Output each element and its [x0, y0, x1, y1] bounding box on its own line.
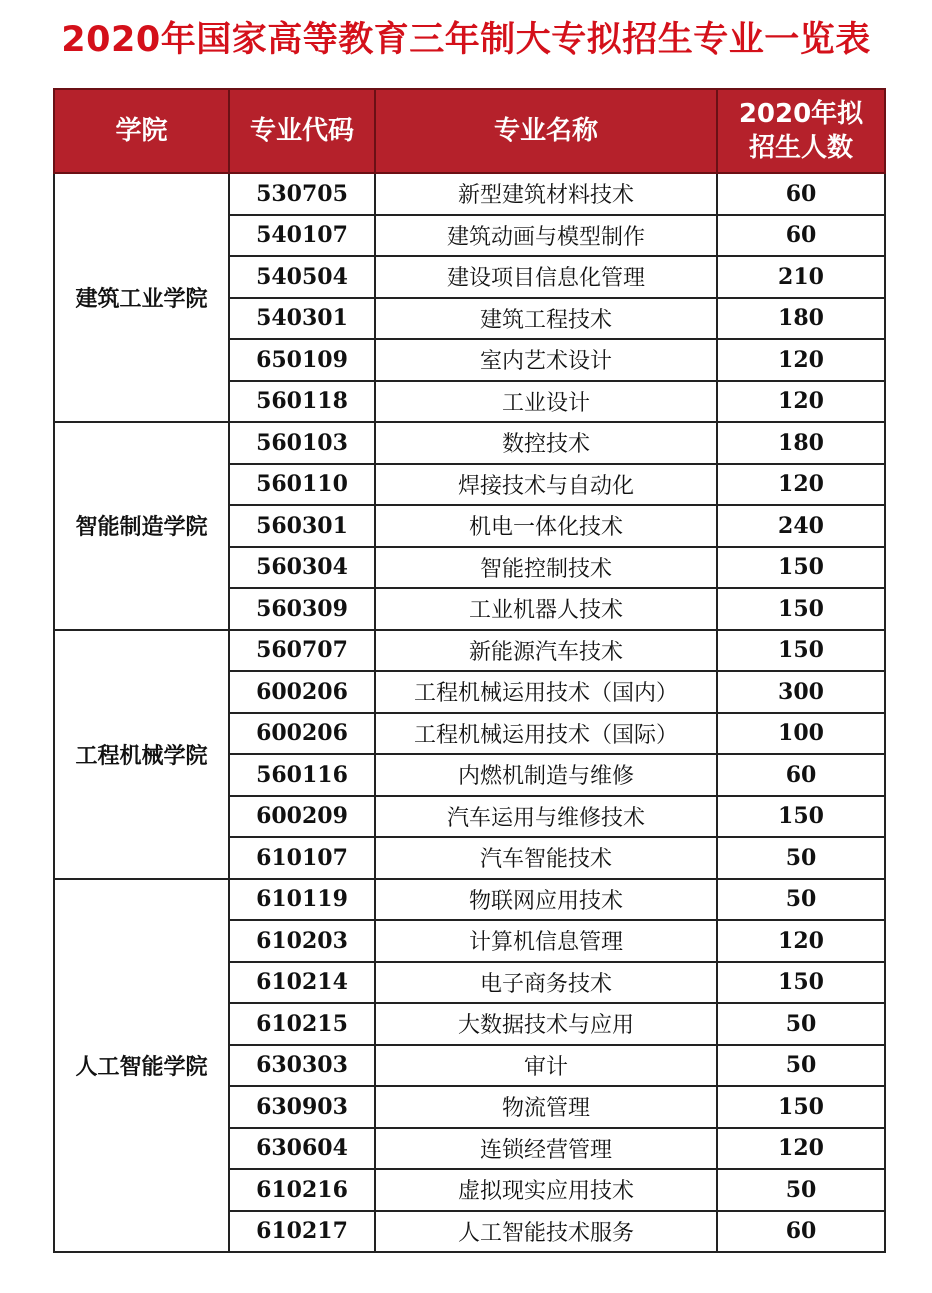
- major-name: 智能控制技术: [375, 547, 717, 589]
- header-quota: [717, 89, 885, 173]
- major-code: 630604: [229, 1128, 375, 1170]
- major-name: 虚拟现实应用技术: [375, 1169, 717, 1211]
- enrollment-quota: 50: [717, 1169, 885, 1211]
- enrollment-quota: 60: [717, 173, 885, 215]
- major-code: 610216: [229, 1169, 375, 1211]
- major-name: 汽车智能技术: [375, 837, 717, 879]
- table-row: [54, 173, 885, 215]
- major-code: 540504: [229, 256, 375, 298]
- header-code: 专业代码: [229, 89, 375, 173]
- enrollment-quota: 180: [717, 422, 885, 464]
- enrollment-quota: 210: [717, 256, 885, 298]
- enrollment-quota: 120: [717, 339, 885, 381]
- major-code: 600206: [229, 671, 375, 713]
- major-code: 560309: [229, 588, 375, 630]
- major-code: 560118: [229, 381, 375, 423]
- major-code: 630303: [229, 1045, 375, 1087]
- major-name: 建筑动画与模型制作: [375, 215, 717, 257]
- major-code: 530705: [229, 173, 375, 215]
- major-code: 560304: [229, 547, 375, 589]
- enrollment-quota: 180: [717, 298, 885, 340]
- table-header: [54, 89, 885, 173]
- major-code: 560116: [229, 754, 375, 796]
- enrollment-quota: 150: [717, 588, 885, 630]
- header-quota-line2: 招生人数: [748, 133, 853, 163]
- major-name: 连锁经营管理: [375, 1128, 717, 1170]
- header-quota-line1: 2020年拟: [738, 99, 864, 129]
- major-name: 新型建筑材料技术: [375, 173, 717, 215]
- major-code: 600206: [229, 713, 375, 755]
- major-name: 工业机器人技术: [375, 588, 717, 630]
- major-name: 数控技术: [375, 422, 717, 464]
- table-row: [54, 879, 885, 921]
- major-code: 610214: [229, 962, 375, 1004]
- table-row: [54, 422, 885, 464]
- major-code: 540107: [229, 215, 375, 257]
- major-name: 大数据技术与应用: [375, 1003, 717, 1045]
- enrollment-quota: 150: [717, 1086, 885, 1128]
- major-name: 建设项目信息化管理: [375, 256, 717, 298]
- major-name: 人工智能技术服务: [375, 1211, 717, 1253]
- header-college: 学院: [54, 89, 229, 173]
- major-code: 600209: [229, 796, 375, 838]
- major-name: 计算机信息管理: [375, 920, 717, 962]
- major-code: 610215: [229, 1003, 375, 1045]
- major-code: 610203: [229, 920, 375, 962]
- major-name: 内燃机制造与维修: [375, 754, 717, 796]
- major-code: 560103: [229, 422, 375, 464]
- major-code: 560301: [229, 505, 375, 547]
- enrollment-table: [53, 88, 886, 1253]
- major-code: 540301: [229, 298, 375, 340]
- college-name: 智能制造学院: [54, 422, 229, 630]
- enrollment-quota: 120: [717, 464, 885, 506]
- major-code: 560110: [229, 464, 375, 506]
- major-code: 630903: [229, 1086, 375, 1128]
- major-name: 工程机械运用技术（国内）: [375, 671, 717, 713]
- enrollment-quota: 300: [717, 671, 885, 713]
- enrollment-quota: 150: [717, 547, 885, 589]
- major-name: 物流管理: [375, 1086, 717, 1128]
- major-name: 建筑工程技术: [375, 298, 717, 340]
- enrollment-quota: 240: [717, 505, 885, 547]
- major-name: 审计: [375, 1045, 717, 1087]
- major-code: 610217: [229, 1211, 375, 1253]
- major-name: 电子商务技术: [375, 962, 717, 1004]
- enrollment-quota: 150: [717, 630, 885, 672]
- page-title: 2020年国家高等教育三年制大专拟招生专业一览表: [61, 20, 871, 60]
- enrollment-quota: 60: [717, 754, 885, 796]
- major-name: 工程机械运用技术（国际）: [375, 713, 717, 755]
- enrollment-quota: 150: [717, 796, 885, 838]
- college-name: 建筑工业学院: [54, 173, 229, 422]
- major-name: 焊接技术与自动化: [375, 464, 717, 506]
- major-name: 室内艺术设计: [375, 339, 717, 381]
- major-name: 物联网应用技术: [375, 879, 717, 921]
- enrollment-quota: 120: [717, 381, 885, 423]
- header-row: [54, 89, 885, 173]
- enrollment-quota: 50: [717, 1045, 885, 1087]
- major-code: 610107: [229, 837, 375, 879]
- enrollment-quota: 60: [717, 215, 885, 257]
- enrollment-quota: 100: [717, 713, 885, 755]
- enrollment-quota: 120: [717, 920, 885, 962]
- major-name: 新能源汽车技术: [375, 630, 717, 672]
- header-name: 专业名称: [375, 89, 717, 173]
- major-code: 610119: [229, 879, 375, 921]
- enrollment-quota: 50: [717, 1003, 885, 1045]
- college-name: 工程机械学院: [54, 630, 229, 879]
- college-name: 人工智能学院: [54, 879, 229, 1253]
- major-name: 机电一体化技术: [375, 505, 717, 547]
- major-name: 工业设计: [375, 381, 717, 423]
- table-body: [54, 173, 885, 1252]
- major-code: 650109: [229, 339, 375, 381]
- enrollment-quota: 150: [717, 962, 885, 1004]
- enrollment-quota: 120: [717, 1128, 885, 1170]
- enrollment-quota: 50: [717, 837, 885, 879]
- major-code: 560707: [229, 630, 375, 672]
- enrollment-quota: 60: [717, 1211, 885, 1253]
- enrollment-quota: 50: [717, 879, 885, 921]
- major-name: 汽车运用与维修技术: [375, 796, 717, 838]
- table-row: [54, 630, 885, 672]
